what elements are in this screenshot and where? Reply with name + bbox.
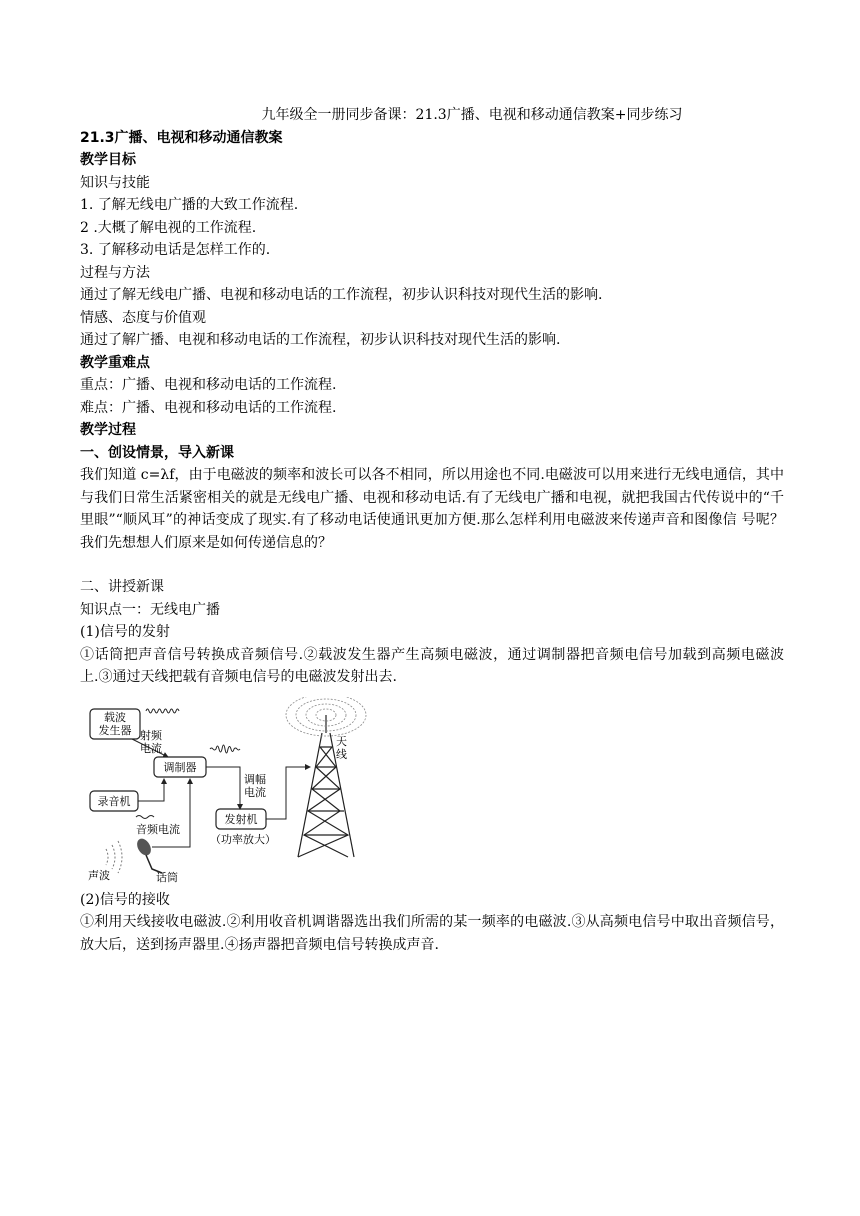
rf-label-line2: 电流 xyxy=(140,741,162,755)
carrier-label-line1: 载波 xyxy=(104,710,126,724)
emotion-text: 通过了解广播、电视和移动电话的工作流程，初步认识科技对现代生活的影响. xyxy=(80,332,561,348)
audio-wave xyxy=(136,815,154,818)
broadcast-diagram xyxy=(80,697,390,885)
am-label-line2: 电流 xyxy=(244,785,266,799)
antenna-label-line2: 线 xyxy=(336,747,347,761)
microphone-label: 话筒 xyxy=(156,870,178,884)
sound-wave-label: 声波 xyxy=(88,868,110,882)
emotion-heading: 情感、态度与价值观 xyxy=(80,309,206,326)
process-method-heading: 过程与方法 xyxy=(80,264,150,281)
section2-heading: 二、讲授新课 xyxy=(80,579,164,595)
transmit-heading: (1)信号的发射 xyxy=(80,624,170,640)
antenna-label xyxy=(336,735,347,761)
lesson-title: 21.3广播、电视和移动通信教案 xyxy=(80,129,283,146)
rf-label xyxy=(140,729,162,755)
rf-wave xyxy=(146,709,179,713)
teaching-process-heading: 教学过程 xyxy=(80,422,136,438)
transmit-paragraph: ①话筒把声音信号转换成音频信号.②载波发生器产生高频电磁波，通过调制器把音频电信号加载到高频电磁波上.③通过天线把载有音频电信号的电磁波发射出去. xyxy=(80,646,784,685)
key-point-text: 重点：广播、电视和移动电话的工作流程. xyxy=(80,377,337,393)
section1-heading: 一、创设情景，导入新课 xyxy=(80,444,234,461)
am-label xyxy=(244,773,266,799)
objectives-heading: 教学目标 xyxy=(80,152,136,168)
audio-current-label: 音频电流 xyxy=(136,822,180,836)
am-wave xyxy=(210,745,240,753)
arrow-transmitter-antenna xyxy=(266,767,310,819)
transmitter-label: 发射机 xyxy=(224,812,258,826)
knowledge-item-1: 1. 了解无线电广播的大致工作流程. xyxy=(80,197,299,213)
kp1-heading: 知识点一：无线电广播 xyxy=(80,601,220,618)
knowledge-item-3: 3. 了解移动电话是怎样工作的. xyxy=(80,242,271,258)
process-method-text: 通过了解无线电广播、电视和移动电话的工作流程，初步认识科技对现代生活的影响. xyxy=(80,287,603,303)
carrier-label-line2: 发生器 xyxy=(98,723,132,737)
microphone-icon xyxy=(134,836,153,858)
arrow-modulator-transmitter xyxy=(206,767,240,809)
key-points-heading: 教学重难点 xyxy=(80,354,150,371)
arrow-mic-modulator xyxy=(152,779,190,847)
power-amp-label: （功率放大） xyxy=(210,832,276,846)
carrier-label xyxy=(92,711,138,737)
difficult-point-text: 难点：广播、电视和移动电话的工作流程. xyxy=(80,399,337,416)
rf-label-line1: 射频 xyxy=(140,728,162,742)
header-title: 九年级全一册同步备课：21.3广播、电视和移动通信教案+同步练习 xyxy=(261,107,683,123)
arrow-recorder-modulator xyxy=(138,779,164,801)
antenna-label-line1: 天 xyxy=(336,734,347,748)
receive-paragraph: ①利用天线接收电磁波.②利用收音机调谐器选出我们所需的某一频率的电磁波.③从高频电信号中取出音频信号，放大后，送到扬声器里.④扬声器把音频电信号转换成声音. xyxy=(80,914,784,953)
spacer xyxy=(80,554,784,576)
receive-heading: (2)信号的接收 xyxy=(80,891,170,908)
section1-paragraph: 我们知道 c=λf，由于电磁波的频率和波长可以各不相同，所以用途也不同.电磁波可以用来进行无线电通信，其中与我们日常生活紧密相关的就是无线电广播、电视和移动电话.有了无线电广播和电视，就把我国古代传说中的“千里眼”“顺风耳”的神话变成了现实.有了移动电话使通讯更加方便.那么怎样利用电磁波来传递声音和图像信 号呢？我们先想想人们原来是如何传递信息的？ xyxy=(80,467,784,551)
recorder-label: 录音机 xyxy=(97,794,131,808)
knowledge-item-2: 2 .大概了解电视的工作流程. xyxy=(80,219,257,236)
document-content xyxy=(80,104,784,956)
knowledge-heading: 知识与技能 xyxy=(80,174,150,191)
modulator-label: 调制器 xyxy=(163,760,197,774)
am-label-line1: 调幅 xyxy=(244,772,266,786)
